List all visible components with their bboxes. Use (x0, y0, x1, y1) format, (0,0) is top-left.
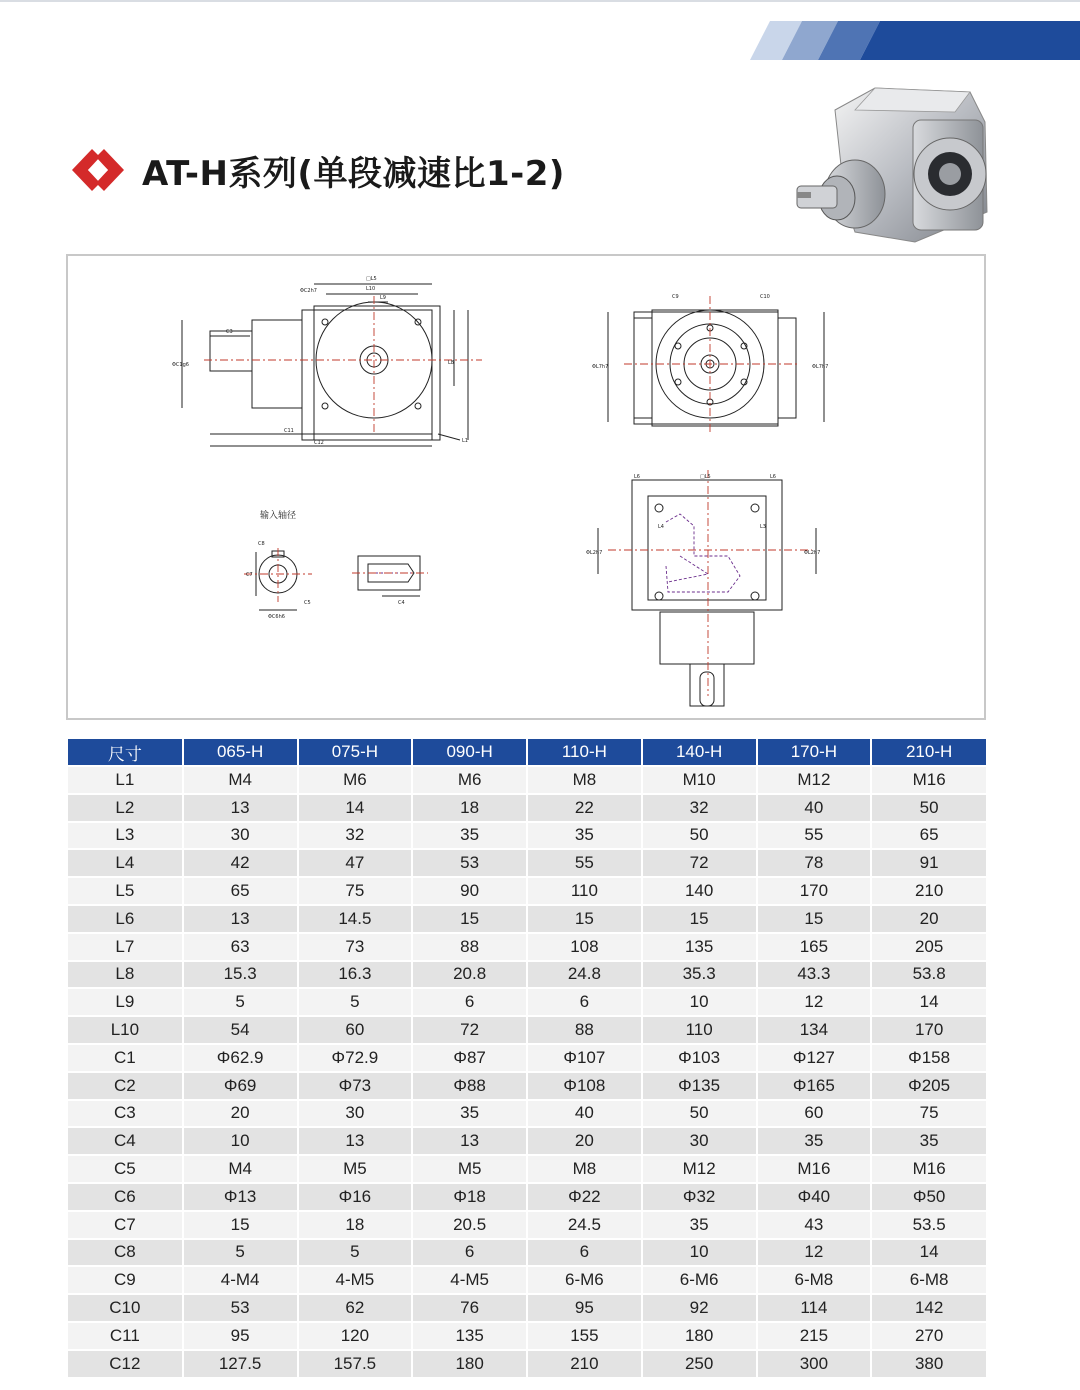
table-cell: 13 (412, 1127, 527, 1155)
table-cell: 5 (183, 1239, 298, 1267)
dimension-table (68, 739, 986, 1377)
table-cell: 6 (412, 988, 527, 1016)
row-label-cell: C2 (68, 1072, 183, 1100)
table-row (68, 1016, 986, 1044)
table-cell: Φ165 (757, 1072, 872, 1100)
table-cell: 88 (412, 933, 527, 961)
table-cell: 53.8 (871, 961, 986, 989)
table-cell: 210 (527, 1350, 642, 1377)
table-cell: 63 (183, 933, 298, 961)
table-cell: 13 (183, 905, 298, 933)
table-cell: Φ69 (183, 1072, 298, 1100)
table-cell: 215 (757, 1322, 872, 1350)
table-cell: 16.3 (298, 961, 413, 989)
row-label-cell: L10 (68, 1016, 183, 1044)
row-label-cell: C10 (68, 1294, 183, 1322)
table-cell: Φ62.9 (183, 1044, 298, 1072)
table-cell: 88 (527, 1016, 642, 1044)
label-L6-right: L6 (770, 474, 776, 480)
table-cell: M8 (527, 766, 642, 794)
table-cell: 210 (871, 877, 986, 905)
table-cell: 50 (642, 822, 757, 850)
table-cell: 20.5 (412, 1211, 527, 1239)
table-cell: 53.5 (871, 1211, 986, 1239)
table-row (68, 933, 986, 961)
table-cell: 54 (183, 1016, 298, 1044)
row-label-cell: L6 (68, 905, 183, 933)
table-body (68, 766, 986, 1377)
title-row (70, 145, 565, 195)
label-C5: C5 (304, 600, 311, 606)
table-cell: 62 (298, 1294, 413, 1322)
label-C7: C7 (246, 572, 253, 578)
table-cell: 180 (412, 1350, 527, 1377)
table-cell: 30 (642, 1127, 757, 1155)
row-label-cell: L5 (68, 877, 183, 905)
table-cell: 75 (298, 877, 413, 905)
table-cell: 53 (183, 1294, 298, 1322)
table-cell: 114 (757, 1294, 872, 1322)
table-cell: 15 (527, 905, 642, 933)
table-cell: M12 (757, 766, 872, 794)
gearbox-product-image (795, 82, 1000, 250)
table-row (68, 1072, 986, 1100)
table-row (68, 1239, 986, 1267)
page-title: AT-H系列(单段减速比1-2) (142, 153, 565, 194)
table-row (68, 988, 986, 1016)
label-C12: C12 (314, 440, 324, 446)
table-cell: 18 (298, 1211, 413, 1239)
table-cell: M4 (183, 1155, 298, 1183)
table-cell: 73 (298, 933, 413, 961)
row-label-cell: C7 (68, 1211, 183, 1239)
label-C2: ΦC2h7 (300, 288, 317, 294)
table-cell: 180 (642, 1322, 757, 1350)
table-cell: Φ87 (412, 1044, 527, 1072)
table-cell: 60 (298, 1016, 413, 1044)
table-cell: 30 (298, 1100, 413, 1128)
table-cell: 4-M4 (183, 1266, 298, 1294)
table-cell: M8 (527, 1155, 642, 1183)
table-cell: 13 (183, 794, 298, 822)
table-cell: 40 (757, 794, 872, 822)
table-cell: M12 (642, 1155, 757, 1183)
label-C8: C8 (258, 541, 265, 547)
table-cell: 18 (412, 794, 527, 822)
table-row (68, 877, 986, 905)
table-cell: 20.8 (412, 961, 527, 989)
table-cell: 35.3 (642, 961, 757, 989)
table-cell: Φ50 (871, 1183, 986, 1211)
table-cell: 65 (871, 822, 986, 850)
table-cell: Φ22 (527, 1183, 642, 1211)
table-cell: Φ40 (757, 1183, 872, 1211)
label-L6-left: L6 (634, 474, 640, 480)
table-cell: 6-M6 (527, 1266, 642, 1294)
table-header-row (68, 739, 986, 766)
header-banner (750, 21, 1080, 60)
table-cell: 170 (757, 877, 872, 905)
dimension-drawing (66, 254, 986, 720)
label-L2-left: ΦL2h7 (586, 550, 603, 556)
top-divider (0, 0, 1080, 2)
table-cell: 72 (642, 849, 757, 877)
table-cell: 95 (183, 1322, 298, 1350)
label-L1: L1 (462, 438, 468, 444)
table-cell: 4-M5 (412, 1266, 527, 1294)
table-cell: 20 (871, 905, 986, 933)
table-row (68, 1266, 986, 1294)
table-row (68, 1322, 986, 1350)
table-cell: 10 (642, 1239, 757, 1267)
table-cell: Φ135 (642, 1072, 757, 1100)
table-cell: 10 (183, 1127, 298, 1155)
table-cell: M5 (298, 1155, 413, 1183)
table-cell: 6 (527, 1239, 642, 1267)
table-cell: 92 (642, 1294, 757, 1322)
row-label-cell: C8 (68, 1239, 183, 1267)
table-cell: 134 (757, 1016, 872, 1044)
table-row (68, 1100, 986, 1128)
table-cell: 24.8 (527, 961, 642, 989)
table-cell: 12 (757, 1239, 872, 1267)
table-cell: M10 (642, 766, 757, 794)
table-cell: 14 (298, 794, 413, 822)
table-cell: 42 (183, 849, 298, 877)
table-cell: 135 (412, 1322, 527, 1350)
row-label-cell: C5 (68, 1155, 183, 1183)
label-L10: L10 (366, 286, 376, 292)
table-cell: M16 (871, 766, 986, 794)
table-cell: M4 (183, 766, 298, 794)
label-C9: C9 (672, 294, 679, 300)
row-label-cell: L7 (68, 933, 183, 961)
table-row (68, 1183, 986, 1211)
column-header: 075-H (298, 739, 413, 766)
column-header: 110-H (527, 739, 642, 766)
brand-logo-icon (70, 147, 126, 193)
table-cell: 43.3 (757, 961, 872, 989)
table-cell: 5 (298, 1239, 413, 1267)
table-cell: 10 (642, 988, 757, 1016)
label-C4: C4 (398, 600, 405, 606)
label-L5-top: □L5 (700, 474, 711, 480)
table-cell: Φ205 (871, 1072, 986, 1100)
row-label-cell: L4 (68, 849, 183, 877)
table-row (68, 905, 986, 933)
label-L4: L4 (658, 524, 664, 530)
table-cell: 110 (527, 877, 642, 905)
table-cell: 120 (298, 1322, 413, 1350)
label-L2-right: ΦL2h7 (804, 550, 821, 556)
table-cell: 300 (757, 1350, 872, 1377)
table-cell: M6 (298, 766, 413, 794)
table-cell: Φ32 (642, 1183, 757, 1211)
table-cell: 91 (871, 849, 986, 877)
table-cell: Φ88 (412, 1072, 527, 1100)
table-row (68, 1294, 986, 1322)
row-label-cell: C6 (68, 1183, 183, 1211)
label-L3: L3 (760, 524, 766, 530)
table-cell: 250 (642, 1350, 757, 1377)
table-cell: Φ73 (298, 1072, 413, 1100)
label-C1: ΦC1g6 (172, 362, 189, 368)
table-cell: 142 (871, 1294, 986, 1322)
table-row (68, 766, 986, 794)
table-cell: 40 (527, 1100, 642, 1128)
table-cell: 24.5 (527, 1211, 642, 1239)
row-label-cell: C1 (68, 1044, 183, 1072)
table-cell: 15 (412, 905, 527, 933)
table-cell: 32 (642, 794, 757, 822)
table-cell: 95 (527, 1294, 642, 1322)
label-C3: C3 (226, 329, 233, 335)
table-cell: 35 (757, 1127, 872, 1155)
table-cell: 15.3 (183, 961, 298, 989)
table-cell: M6 (412, 766, 527, 794)
table-cell: Φ103 (642, 1044, 757, 1072)
table-row (68, 849, 986, 877)
table-cell: 108 (527, 933, 642, 961)
column-header: 065-H (183, 739, 298, 766)
table-row (68, 1127, 986, 1155)
table-cell: Φ158 (871, 1044, 986, 1072)
label-C11: C11 (284, 428, 294, 434)
table-cell: 60 (757, 1100, 872, 1128)
table-cell: 6 (527, 988, 642, 1016)
table-cell: 35 (642, 1211, 757, 1239)
table-cell: 76 (412, 1294, 527, 1322)
label-L8: L8 (448, 360, 454, 366)
table-cell: 6-M8 (871, 1266, 986, 1294)
table-cell: Φ127 (757, 1044, 872, 1072)
row-label-cell: L3 (68, 822, 183, 850)
row-label-cell: C3 (68, 1100, 183, 1128)
table-cell: 127.5 (183, 1350, 298, 1377)
table-cell: 20 (527, 1127, 642, 1155)
table-cell: 20 (183, 1100, 298, 1128)
table-cell: 6 (412, 1239, 527, 1267)
table-cell: 22 (527, 794, 642, 822)
table-cell: 53 (412, 849, 527, 877)
table-cell: 4-M5 (298, 1266, 413, 1294)
table-cell: 15 (642, 905, 757, 933)
column-header: 210-H (871, 739, 986, 766)
table-cell: 5 (183, 988, 298, 1016)
input-shaft-caption: 输入轴径 (260, 511, 297, 521)
table-cell: 157.5 (298, 1350, 413, 1377)
table-cell: 47 (298, 849, 413, 877)
row-label-cell: C4 (68, 1127, 183, 1155)
table-cell: Φ108 (527, 1072, 642, 1100)
table-cell: Φ18 (412, 1183, 527, 1211)
table-cell: 72 (412, 1016, 527, 1044)
table-row (68, 1155, 986, 1183)
column-header: 090-H (412, 739, 527, 766)
label-C10: C10 (760, 294, 770, 300)
table-cell: Φ16 (298, 1183, 413, 1211)
row-label-cell: L1 (68, 766, 183, 794)
table-cell: 50 (871, 794, 986, 822)
table-cell: 6-M8 (757, 1266, 872, 1294)
table-row (68, 1211, 986, 1239)
table-cell: Φ13 (183, 1183, 298, 1211)
label-L7-right: ΦL7h7 (812, 364, 829, 370)
table-row (68, 961, 986, 989)
table-cell: 110 (642, 1016, 757, 1044)
table-cell: Φ107 (527, 1044, 642, 1072)
table-cell: 35 (412, 822, 527, 850)
label-L7-left: ΦL7h7 (592, 364, 609, 370)
table-cell: 380 (871, 1350, 986, 1377)
column-header: 170-H (757, 739, 872, 766)
table-cell: M5 (412, 1155, 527, 1183)
table-cell: 50 (642, 1100, 757, 1128)
table-cell: 15 (183, 1211, 298, 1239)
label-L5: □L5 (366, 276, 377, 282)
table-cell: M16 (871, 1155, 986, 1183)
table-cell: 12 (757, 988, 872, 1016)
table-cell: 43 (757, 1211, 872, 1239)
table-cell: 35 (412, 1100, 527, 1128)
column-header: 140-H (642, 739, 757, 766)
label-C6: ΦC6h6 (268, 614, 285, 620)
table-cell: 6-M6 (642, 1266, 757, 1294)
table-row (68, 822, 986, 850)
table-cell: 165 (757, 933, 872, 961)
table-cell: 30 (183, 822, 298, 850)
table-cell: 35 (527, 822, 642, 850)
table-cell: 155 (527, 1322, 642, 1350)
table-cell: 5 (298, 988, 413, 1016)
table-cell: 32 (298, 822, 413, 850)
table-cell: 14 (871, 988, 986, 1016)
row-label-cell: L2 (68, 794, 183, 822)
table-cell: 55 (757, 822, 872, 850)
table-row (68, 794, 986, 822)
row-label-cell: C9 (68, 1266, 183, 1294)
label-L9: L9 (380, 295, 386, 301)
table-cell: 55 (527, 849, 642, 877)
table-cell: 270 (871, 1322, 986, 1350)
technical-drawing-svg (68, 256, 984, 718)
row-label-cell: C12 (68, 1350, 183, 1377)
table-cell: M16 (757, 1155, 872, 1183)
table-cell: 205 (871, 933, 986, 961)
table-cell: 170 (871, 1016, 986, 1044)
column-header: 尺寸 (68, 739, 183, 766)
table-row (68, 1350, 986, 1377)
table-cell: Φ72.9 (298, 1044, 413, 1072)
row-label-cell: L9 (68, 988, 183, 1016)
row-label-cell: C11 (68, 1322, 183, 1350)
row-label-cell: L8 (68, 961, 183, 989)
table-cell: 65 (183, 877, 298, 905)
table-cell: 78 (757, 849, 872, 877)
table-cell: 90 (412, 877, 527, 905)
table-cell: 135 (642, 933, 757, 961)
table-cell: 35 (871, 1127, 986, 1155)
table-cell: 15 (757, 905, 872, 933)
table-cell: 14 (871, 1239, 986, 1267)
table-cell: 75 (871, 1100, 986, 1128)
table-cell: 13 (298, 1127, 413, 1155)
table-cell: 14.5 (298, 905, 413, 933)
table-row (68, 1044, 986, 1072)
table-cell: 140 (642, 877, 757, 905)
